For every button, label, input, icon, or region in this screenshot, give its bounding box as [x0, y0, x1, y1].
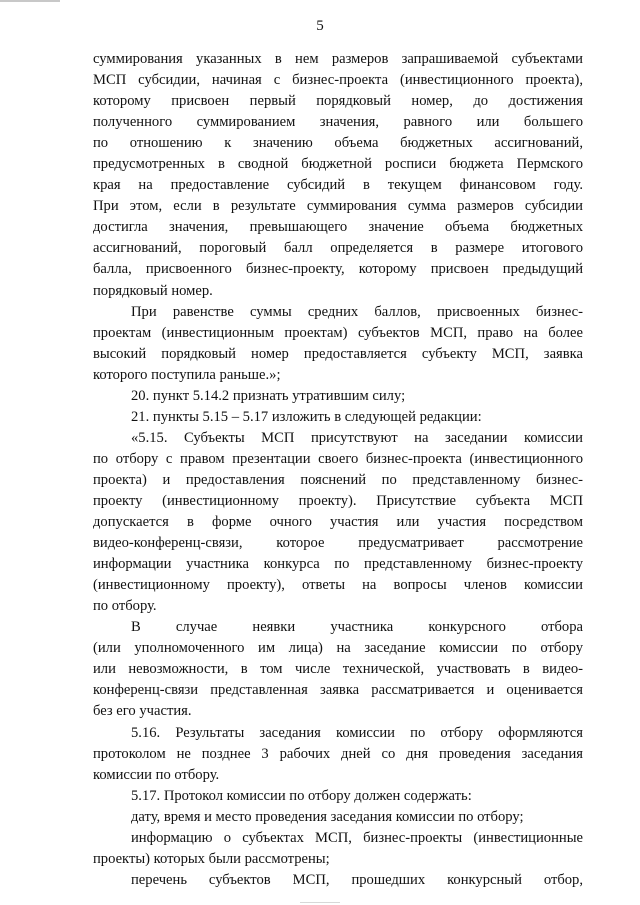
text-line: проекта) и предоставления пояснений по представленному бизнес- [93, 471, 583, 488]
text-line: конференц-связи представленная заявка рассматривается и оценивается [93, 682, 583, 699]
text-line: перечень субъектов МСП, прошедших конкурсный отбор, [131, 871, 583, 888]
text-line: достигла значения, превышающего значение объема бюджетных [93, 219, 583, 236]
text-line: видео-конференц-связи, которое предусматривает рассмотрение [93, 535, 583, 552]
text-line: 5.17. Протокол комиссии по отбору должен содержать: [131, 787, 472, 804]
text-line: порядковый номер. [93, 282, 213, 299]
text-line: проекту (инвестиционному проекту). Присутствие субъекта МСП [93, 492, 583, 509]
text-line: которому присвоен первый порядковый номер, до достижения [93, 93, 583, 110]
scan-edge-mark-bottom [300, 902, 340, 903]
text-line: или невозможности, в том числе технической, участвовать в видео- [93, 661, 583, 678]
text-line: При равенстве суммы средних баллов, присвоенных бизнес- [131, 303, 583, 320]
text-line: проектам (инвестиционным проектам) субъектов МСП, право на более [93, 324, 583, 341]
text-line: полученного суммированием значения, равного или большего [93, 114, 583, 131]
text-line: 5.16. Результаты заседания комиссии по отбору оформляются [131, 724, 583, 741]
document-body [93, 49, 583, 891]
text-line: ассигнований, пороговый балл определяется в размере итогового [93, 240, 583, 257]
text-line: (или уполномоченного им лица) на заседание комиссии по отбору [93, 640, 583, 657]
text-line: предусмотренных в сводной бюджетной росписи бюджета Пермского [93, 156, 583, 173]
text-line: суммирования указанных в нем размеров запрашиваемой субъектами [93, 51, 583, 67]
text-line: В случае неявки участника конкурсного отбора [131, 619, 583, 636]
text-line: 21. пункты 5.15 – 5.17 изложить в следующей редакции: [131, 408, 482, 425]
text-line: дату, время и место проведения заседания комиссии по отбору; [131, 808, 524, 825]
text-line: без его участия. [93, 703, 192, 720]
text-line: балла, присвоенного бизнес-проекту, которому присвоен предыдущий [93, 261, 583, 278]
scan-edge-mark [0, 0, 60, 2]
text-line: информации участника конкурса по представленному бизнес-проекту [93, 556, 583, 573]
text-line: по отбору. [93, 598, 157, 615]
text-line: протоколом не позднее 3 рабочих дней со дня проведения заседания [93, 745, 583, 762]
text-line: которого поступила раньше.»; [93, 366, 281, 383]
text-line: 20. пункт 5.14.2 признать утратившим силу; [131, 387, 406, 404]
text-line: по отбору с правом презентации своего бизнес-проекта (инвестиционного [93, 450, 583, 467]
text-line: (инвестиционному проекту), ответы на вопросы членов комиссии [93, 577, 583, 594]
text-line: информацию о субъектах МСП, бизнес-проекты (инвестиционные [131, 829, 583, 846]
text-line: проекты) которых были рассмотрены; [93, 850, 330, 867]
text-line: «5.15. Субъекты МСП присутствуют на заседании комиссии [131, 429, 583, 446]
text-line: высокий порядковый номер предоставляется субъекту МСП, заявка [93, 345, 583, 362]
text-line: При этом, если в результате суммирования сумма размеров субсидии [93, 198, 583, 215]
page-number: 5 [316, 18, 324, 34]
text-line: допускается в форме очного участия или участия посредством [93, 514, 583, 531]
text-line: комиссии по отбору. [93, 766, 220, 783]
text-line: края на предоставление субсидий в текущем финансовом году. [93, 177, 583, 194]
text-line: по отношению к значению объема бюджетных ассигнований, [93, 135, 583, 152]
text-line: МСП субсидии, начиная с бизнес-проекта (инвестиционного проекта), [93, 72, 583, 89]
